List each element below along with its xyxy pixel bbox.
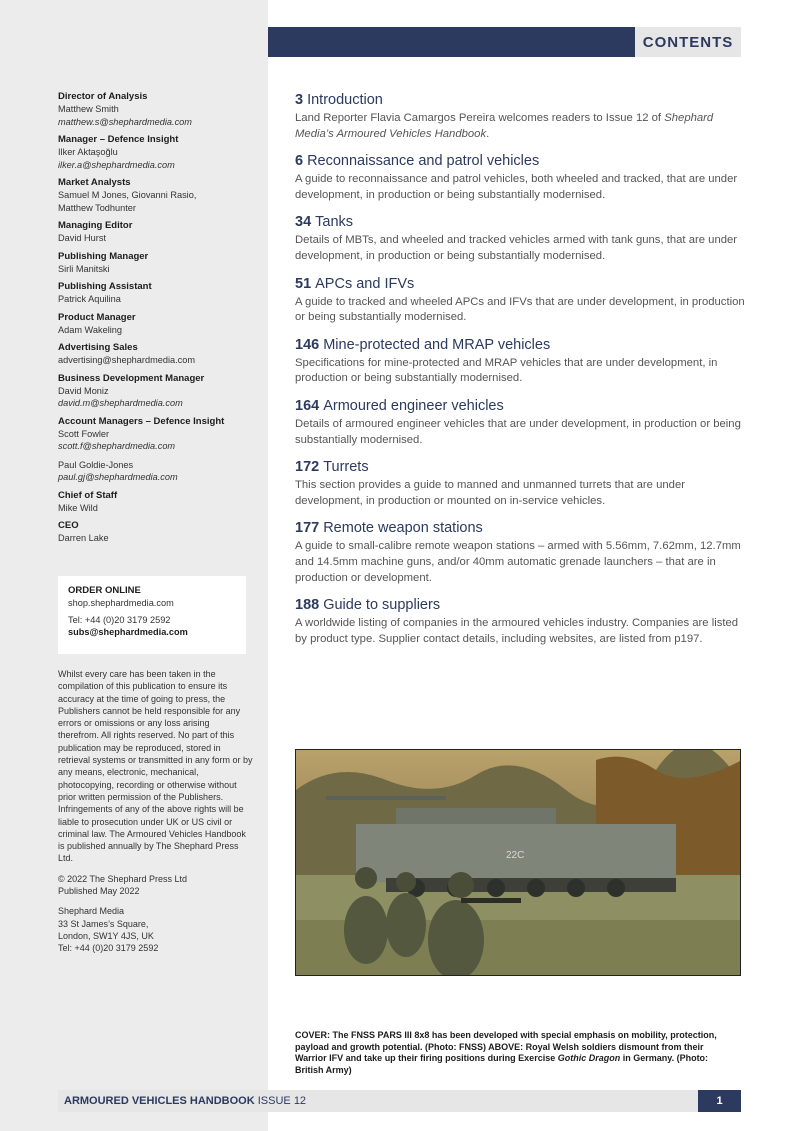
- order-email-link[interactable]: subs@shephardmedia.com: [68, 627, 188, 637]
- staff-name: David Moniz: [58, 385, 109, 396]
- staff-entry: [58, 416, 258, 453]
- staff-role: Market Analysts: [58, 177, 131, 188]
- staff-name: David Hurst: [58, 233, 106, 243]
- staff-name: Ilker Aktaşoğlu: [58, 147, 118, 157]
- toc-description: Details of armoured engineer vehicles that are under development, in production or being substantially modernised.: [295, 417, 741, 446]
- staff-entry: [58, 490, 258, 515]
- publisher-address: Shephard Media 33 St James’s Square, London, SW1Y 4JS, UK Tel: +44 (0)20 3179 2592: [58, 906, 159, 954]
- toc-title: Guide to suppliers: [323, 597, 441, 614]
- toc-heading: [295, 595, 745, 615]
- toc-page-number: 34: [295, 214, 312, 231]
- toc-entry[interactable]: [295, 335, 745, 387]
- photo-caption: COVER: The FNSS PARS III 8x8 has been developed with special emphasis on mobility, protection, payload and growth potential. (Photo: FNSS) ABOVE: Royal Welsh soldiers dismount from their Warrior IFV and take up their firing positions during Exercise Gothic Dragon in Germany. (Photo: British Army): [295, 1030, 717, 1075]
- staff-email-link[interactable]: scott.f@shephardmedia.com: [58, 441, 176, 451]
- order-title: ORDER ONLINE: [68, 585, 141, 596]
- disclaimer-text: Whilst every care has been taken in the compilation of this publication to ensure its accuracy at the time of going to press, the Publishers cannot be held responsible for any errors or omissions or any loss arising therefrom. All rights reserved. No part of this publication may be reproduced, stored in retrieval systems or transmitted in any form or by any means, electronic, mechanical, photocopying, recording or otherwise without prior written permission of the Publishers. Infringements of any of the above rights will be liable to prosecution under UK or US civil or criminal law. The Armoured Vehicles Handbook is published annually by The Shephard Press Ltd.: [58, 669, 253, 864]
- order-site-link[interactable]: shop.shephardmedia.com: [68, 598, 174, 608]
- toc-entry[interactable]: [295, 90, 745, 142]
- toc-title: Introduction: [307, 92, 383, 108]
- staff-role: Chief of Staff: [58, 489, 118, 501]
- toc-description: Specifications for mine-protected and MRAP vehicles that are under development, in production or being substantially modernised.: [295, 356, 718, 385]
- toc-page-number: 3: [295, 92, 304, 108]
- staff-role: Advertising Sales: [58, 342, 138, 353]
- toc-heading: [295, 90, 745, 110]
- toc-heading: [295, 518, 745, 538]
- order-online-box: [58, 576, 246, 654]
- staff-role: Product Manager: [58, 311, 136, 323]
- copyright: © 2022 The Shephard Press Ltd Published May 2022: [58, 873, 188, 897]
- staff-name: advertising@shephardmedia.com: [58, 355, 196, 365]
- order-tel: Tel: +44 (0)20 3179 2592: [68, 614, 171, 625]
- staff-name: Patrick Aquilina: [58, 294, 121, 304]
- footer-publication: ARMOURED VEHICLES HANDBOOK ISSUE 12: [64, 1095, 307, 1107]
- toc-page-number: 6: [295, 153, 304, 170]
- page-number: 1: [698, 1090, 741, 1112]
- staff-entry: [58, 251, 258, 276]
- toc-heading: [295, 212, 745, 232]
- staff-role: Publishing Manager: [58, 250, 149, 262]
- cover-photo: [295, 749, 741, 976]
- toc-entry[interactable]: [295, 274, 745, 326]
- staff-entry: [58, 134, 258, 171]
- toc-title: Turrets: [323, 459, 369, 476]
- staff-entry: [58, 520, 258, 545]
- staff-entry: [58, 312, 258, 337]
- toc-description: A guide to small-calibre remote weapon stations – armed with 5.56mm, 7.62mm, 12.7mm and 14.5mm machine guns, and/or 40mm automatic grenade launchers – that are in production or development.: [295, 540, 741, 584]
- staff-name: Darren Lake: [58, 533, 109, 543]
- staff-role: Business Development Manager: [58, 372, 205, 384]
- staff-name: Sirli Manitski: [58, 263, 110, 274]
- toc-title: Tanks: [315, 214, 354, 231]
- staff-name: Mike Wild: [58, 502, 98, 513]
- toc-description: A guide to reconnaissance and patrol vehicles, both wheeled and tracked, that are under development, in production or being substantially modernised.: [295, 173, 738, 201]
- staff-entry: [58, 373, 258, 410]
- soldiers-warrior-ifv-image: [296, 750, 741, 976]
- staff-entry: [58, 281, 258, 306]
- toc-title: Remote weapon stations: [323, 520, 483, 537]
- toc-heading: [295, 457, 745, 477]
- staff-role: Director of Analysis: [58, 91, 148, 102]
- toc-description: A guide to tracked and wheeled APCs and IFVs that are under development, in production or being substantially modernised.: [295, 295, 745, 324]
- toc-heading: [295, 396, 745, 416]
- staff-email-link[interactable]: matthew.s@shephardmedia.com: [58, 116, 192, 127]
- staff-name: Paul Goldie-Jones: [58, 459, 134, 470]
- staff-entry: [58, 91, 258, 128]
- staff-role: CEO: [58, 520, 79, 531]
- toc-title: Armoured engineer vehicles: [323, 397, 504, 414]
- staff-name: Scott Fowler: [58, 428, 110, 439]
- toc-entry[interactable]: [295, 518, 745, 586]
- staff-name: Matthew Smith: [58, 104, 119, 114]
- toc-entry[interactable]: [295, 595, 745, 647]
- staff-entry: [58, 342, 258, 367]
- toc-heading: [295, 274, 745, 294]
- toc-page-number: 172: [295, 459, 320, 476]
- staff-email-link[interactable]: ilker.a@shephardmedia.com: [58, 159, 175, 170]
- toc-description: Land Reporter Flavia Camargos Pereira welcomes readers to Issue 12 of Shephard Media’s Armoured Vehicles Handbook.: [295, 112, 714, 140]
- toc-page-number: 177: [295, 520, 320, 537]
- staff-email-link[interactable]: david.m@shephardmedia.com: [58, 398, 183, 408]
- toc-page-number: 51: [295, 275, 312, 292]
- staff-entry: [58, 177, 258, 214]
- staff-role: Account Managers – Defence Insight: [58, 415, 225, 427]
- staff-name: Matthew Todhunter: [58, 202, 136, 213]
- toc-heading: [295, 151, 745, 171]
- toc-description: A worldwide listing of companies in the armoured vehicles industry. Companies are listed by product type. Supplier contact details, including websites, are listed from p197.: [295, 617, 739, 645]
- toc-page-number: 146: [295, 336, 320, 353]
- toc-description: This section provides a guide to manned and unmanned turrets that are under development, in production or mounted on in-service vehicles.: [295, 479, 685, 507]
- toc-title: Mine-protected and MRAP vehicles: [323, 336, 551, 353]
- staff-name: Samuel M Jones, Giovanni Rasio,: [58, 190, 197, 200]
- staff-entry: [58, 220, 258, 245]
- staff-email-link[interactable]: paul.gj@shephardmedia.com: [58, 472, 178, 482]
- toc-page-number: 164: [295, 397, 320, 414]
- toc-entry[interactable]: [295, 396, 745, 448]
- toc-page-number: 188: [295, 597, 320, 614]
- table-of-contents: [295, 90, 745, 656]
- toc-title: Reconnaissance and patrol vehicles: [307, 153, 540, 170]
- toc-entry[interactable]: [295, 151, 745, 203]
- toc-heading: [295, 335, 745, 355]
- staff-list: [58, 91, 258, 551]
- staff-name: Adam Wakeling: [58, 324, 122, 335]
- staff-role: Manager – Defence Insight: [58, 134, 179, 145]
- hull-number: 22C: [506, 850, 525, 861]
- staff-entry: [58, 459, 258, 484]
- staff-role: Publishing Assistant: [58, 281, 152, 292]
- toc-entry[interactable]: [295, 457, 745, 509]
- header-bar: [268, 27, 635, 57]
- toc-title: APCs and IFVs: [315, 275, 415, 292]
- page-title: CONTENTS: [635, 27, 741, 57]
- staff-role: Managing Editor: [58, 220, 133, 231]
- disclaimer: [58, 668, 253, 963]
- toc-entry[interactable]: [295, 212, 745, 264]
- toc-description: Details of MBTs, and wheeled and tracked vehicles armed with tank guns, that are under development, in production or being substantially modernised.: [295, 234, 738, 262]
